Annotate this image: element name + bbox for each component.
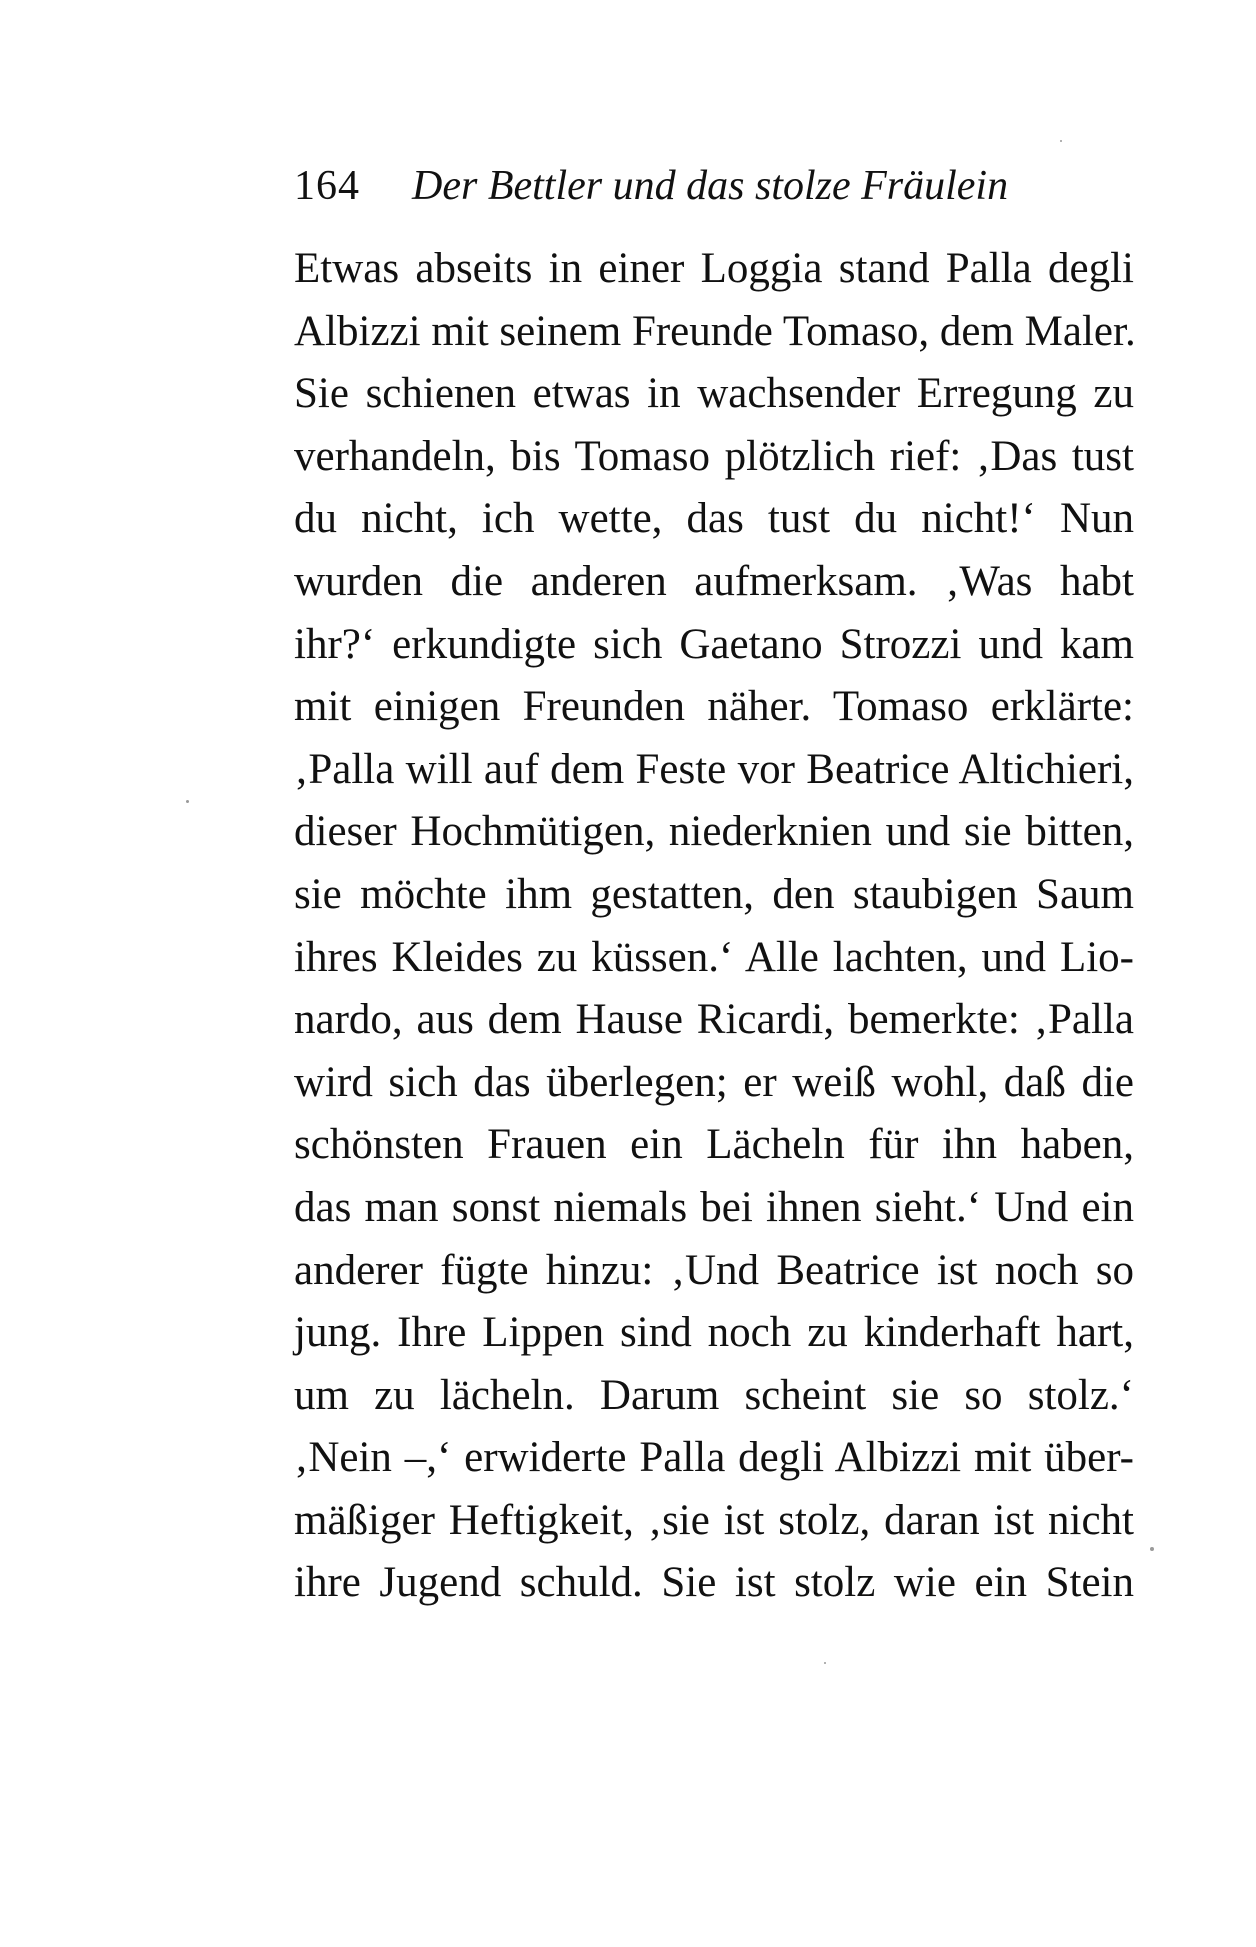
text-line: jung. Ihre Lippen sind noch zu kinderhaft hart, <box>294 1309 1134 1357</box>
paper-speck <box>1150 1547 1154 1551</box>
text-line: wurden die anderen aufmerksam. ‚Was habt <box>294 557 1134 605</box>
text-line: sie möchte ihm gestatten, den staubigen Saum <box>294 870 1134 918</box>
text-line: verhandeln, bis Tomaso plötzlich rief: ‚Das tust <box>294 432 1134 480</box>
paper-speck <box>186 800 189 803</box>
text-line: anderer fügte hinzu: ‚Und Beatrice ist noch so <box>294 1246 1134 1294</box>
paper-speck <box>824 1662 826 1664</box>
text-line: ‚Palla will auf dem Feste vor Beatrice Altichieri, <box>294 745 1134 793</box>
text-line: nardo, aus dem Hause Ricardi, bemerkte: ‚Palla <box>294 996 1134 1044</box>
page-number: 164 <box>294 163 360 209</box>
text-line: Etwas abseits in einer Loggia stand Palla degli <box>294 245 1134 292</box>
text-line: ‚Nein –,‘ erwiderte Palla degli Albizzi mit über- <box>294 1434 1134 1482</box>
text-line: mäßiger Heftigkeit, ‚sie ist stolz, daran ist nicht <box>294 1496 1134 1544</box>
text-line: um zu lächeln. Darum scheint sie so stolz.‘ <box>294 1371 1134 1419</box>
paper-speck <box>1060 140 1062 142</box>
text-line: mit einigen Freunden näher. Tomaso erklärte: <box>294 683 1134 731</box>
text-line: schönsten Frauen ein Lächeln für ihn haben, <box>294 1121 1134 1169</box>
running-head <box>294 156 1134 216</box>
text-line: ihres Kleides zu küssen.‘ Alle lachten, und Lio- <box>294 933 1134 981</box>
text-line: Sie schienen etwas in wachsender Erregung zu <box>294 370 1134 418</box>
text-line: ihr?‘ erkundigte sich Gaetano Strozzi und kam <box>294 620 1134 668</box>
running-title: Der Bettler und das stolze Fräulein <box>412 163 1009 209</box>
text-line: du nicht, ich wette, das tust du nicht!‘ Nun <box>294 495 1134 543</box>
body-text <box>294 238 1134 1615</box>
text-line: wird sich das überlegen; er weiß wohl, daß die <box>294 1058 1134 1106</box>
text-line: das man sonst niemals bei ihnen sieht.‘ Und ein <box>294 1183 1134 1231</box>
text-line: ihre Jugend schuld. Sie ist stolz wie ein Stein <box>294 1559 1134 1607</box>
text-line: Albizzi mit seinem Freunde Tomaso, dem Maler. <box>294 307 1136 355</box>
text-line: dieser Hochmütigen, niederknien und sie bitten, <box>294 808 1134 856</box>
